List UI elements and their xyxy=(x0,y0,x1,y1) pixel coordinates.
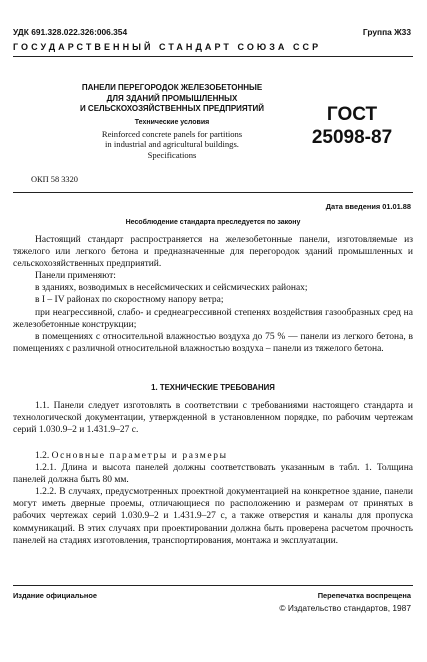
subsection-title: Основные параметры и размеры xyxy=(51,451,228,461)
header-rule xyxy=(13,56,413,57)
effective-date: Дата введения 01.01.88 xyxy=(325,202,411,211)
intro-paragraph: при неагрессивной, слабо- и среднеагрессивной степенях воздействия газообразных сред на железобетонные конструкции; xyxy=(13,307,413,330)
intro-paragraph: в помещениях с относительной влажностью воздуха до 75 % — панели из легкого бетона, в помещениях с различной относительной влажностью воздуха – панели из тяжелого бетона. xyxy=(13,331,413,354)
section-heading: 1. ТЕХНИЧЕСКИЕ ТРЕБОВАНИЯ xyxy=(151,383,275,392)
intro-section xyxy=(13,234,413,355)
udk-code: УДК 691.328.022.326:006.354 xyxy=(13,27,128,37)
title-rule xyxy=(13,192,413,193)
english-title-line-2: in industrial and agricultural buildings. xyxy=(105,139,239,149)
publisher-copyright: © Издательство стандартов, 1987 xyxy=(279,603,411,613)
intro-paragraph: в зданиях, возводимых в несейсмических и сейсмических районах; xyxy=(35,283,308,294)
intro-paragraph: Панели применяют: xyxy=(35,271,116,282)
intro-paragraph: в I – IV районах по скоростному напору ветра; xyxy=(35,295,224,306)
conditions-label: Технические условия xyxy=(134,118,210,126)
english-title-line-3: Specifications xyxy=(147,149,197,160)
gost-number: 25098-87 xyxy=(311,127,393,148)
title-line-1: ПАНЕЛИ ПЕРЕГОРОДОК ЖЕЛЕЗОБЕТОННЫЕ xyxy=(81,83,263,92)
reprint-notice: Перепечатка воспрещена xyxy=(317,591,411,600)
official-edition: Издание официальное xyxy=(13,591,98,600)
legal-warning: Несоблюдение стандарта преследуется по закону xyxy=(125,219,301,226)
gost-designation xyxy=(302,103,402,149)
group-code: Группа Ж33 xyxy=(362,27,411,37)
english-title xyxy=(70,129,274,161)
title-line-3: И СЕЛЬСКОХОЗЯЙСТВЕННЫХ ПРЕДПРИЯТИЙ xyxy=(79,104,265,113)
subsection-heading xyxy=(13,450,413,462)
clause-text: 1.1. Панели следует изготовлять в соответствии с требованиями настоящего стандарта и технологической документации, утвержденной в установленном порядке, по рабочим чертежам серий 1.030.9–2 и 1.431.9–27 с. xyxy=(13,401,413,436)
clause-text: 1.2.1. Длина и высота панелей должны соответствовать указанным в табл. 1. Толщина панелей должна быть 80 мм. xyxy=(13,463,413,486)
clause-1-1 xyxy=(13,400,413,436)
okp-code: ОКП 58 3320 xyxy=(31,175,78,184)
subsection-number: 1.2. xyxy=(35,451,50,461)
intro-paragraph: Настоящий стандарт распространяется на железобетонные панели, изготовляемые из тяжелого или легкого бетона и предназначенные для перегородок зданий промышленных и сельскохозяйственных предприятий. xyxy=(13,235,413,270)
state-standard-banner: ГОСУДАРСТВЕННЫЙ СТАНДАРТ СОЮЗА ССР xyxy=(13,42,322,52)
clauses-1-2 xyxy=(13,450,413,547)
title-line-2: ДЛЯ ЗДАНИЙ ПРОМЫШЛЕННЫХ xyxy=(106,93,238,103)
clause-text: 1.2.2. В случаях, предусмотренных проектной документацией на конкретное здание, панели могут иметь дверные проемы, отличающиеся по расположению и размерам от принятых в рабочих чертежах серий 1.030.9–2 и 1.431.9–27 с, а также отверстия и каналы для пропуска коммуникаций. В этих случаях при проектировании должна быть проверена расчетом прочность панелей на стадиях изготовления, транспортирования, монтажа и эксплуатации. xyxy=(13,487,413,546)
title-block xyxy=(70,83,274,160)
gost-label: ГОСТ xyxy=(326,104,378,125)
footer-rule xyxy=(13,585,413,586)
english-title-line-1: Reinforced concrete panels for partitions xyxy=(101,128,243,139)
